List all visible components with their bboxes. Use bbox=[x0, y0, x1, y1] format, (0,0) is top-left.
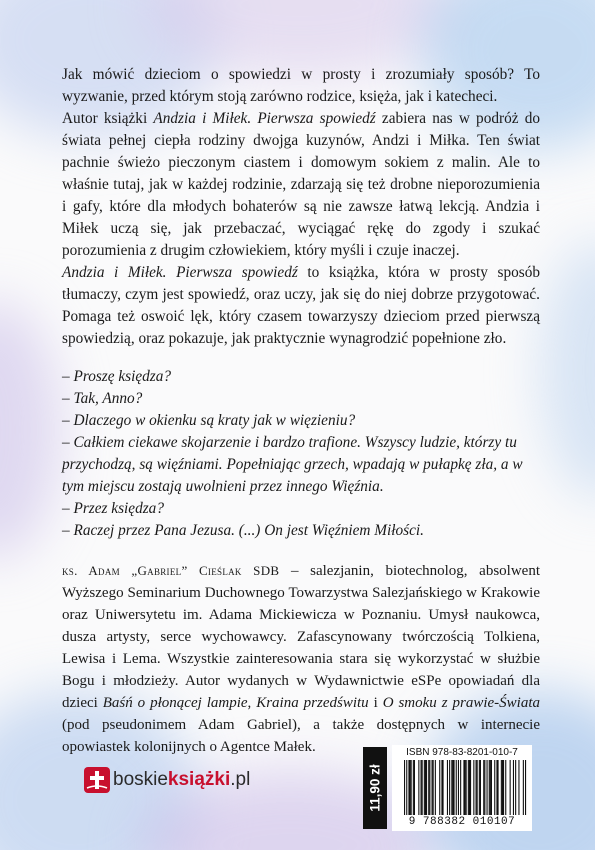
barcode-bar bbox=[441, 760, 442, 815]
watercolor-wash bbox=[0, 300, 60, 560]
barcode-bar bbox=[479, 760, 480, 815]
summary-paragraph bbox=[62, 262, 540, 350]
author-name: ks. Adam „Gabriel” Cieślak SDB bbox=[62, 563, 280, 578]
barcode-bar bbox=[433, 760, 434, 815]
price-tag bbox=[363, 747, 387, 829]
author-bio-text: (pod pseudonimem Adam Gabriel), a także dostępnych w internecie opowiastek kolonijnych o Agentce Małek. bbox=[62, 717, 540, 755]
barcode-bar bbox=[518, 760, 519, 815]
barcode-bar bbox=[413, 760, 414, 815]
barcode-bar bbox=[490, 760, 491, 815]
publisher-logo bbox=[84, 767, 250, 793]
logo-suffix: .pl bbox=[230, 769, 251, 790]
barcode-bar bbox=[501, 760, 502, 815]
barcode-bar bbox=[498, 760, 499, 815]
barcode-bar bbox=[426, 760, 427, 815]
dialog-line: – Tak, Anno? bbox=[62, 390, 143, 407]
price-text: 11,90 zł bbox=[367, 764, 383, 812]
dialog-line: – Przez księdza? bbox=[62, 500, 164, 517]
logo-prefix: boskie bbox=[113, 769, 168, 790]
back-cover-text bbox=[62, 64, 540, 758]
watercolor-wash bbox=[540, 240, 595, 500]
barcode-bar bbox=[451, 760, 452, 815]
barcode-bar bbox=[460, 760, 461, 815]
separator: i bbox=[368, 695, 383, 711]
barcode-bar bbox=[404, 760, 405, 815]
book-cross-icon bbox=[84, 767, 110, 793]
barcode-bar bbox=[424, 760, 425, 815]
barcode-bar bbox=[468, 760, 469, 815]
barcode-bar bbox=[425, 760, 426, 815]
barcode-bar bbox=[503, 760, 504, 815]
work-title: Baśń o płonącej lampie bbox=[102, 695, 248, 711]
book-title: Andzia i Miłek. Pierwsza spowiedź bbox=[62, 264, 298, 281]
barcode-bar bbox=[410, 760, 411, 815]
barcode-bar bbox=[476, 760, 477, 815]
barcode-bar bbox=[505, 760, 506, 815]
barcode-bar bbox=[414, 760, 415, 815]
barcode-bar bbox=[525, 760, 526, 815]
barcode-bar bbox=[470, 760, 471, 815]
barcode-bar bbox=[480, 760, 481, 815]
barcode-bar bbox=[422, 760, 423, 815]
barcode-bar bbox=[458, 760, 459, 815]
dialog-line: – Dlaczego w okienku są kraty jak w więzieniu? bbox=[62, 412, 356, 429]
barcode-bar bbox=[502, 760, 503, 815]
dialog-line: – Raczej przez Pana Jezusa. (...) On jest Więźniem Miłości. bbox=[62, 522, 424, 539]
publisher-name bbox=[113, 769, 250, 791]
barcode-bar bbox=[515, 760, 516, 815]
synopsis-text: zabiera nas w podróż do świata pełnej ciepła rodziny dwojga kuzynów, Andzi i Miłka. Ten świat pachnie świeżo pieczonym ciastem i domowym sokiem z malin. Ale to właśnie tutaj, jak w każdej rodzinie, zdarzają się też drobne nieporozumienia i gafy, które dla młodych bohaterów są nie zawsze łatwą lekcją. Andzia i Miłek uczą się, jak przebaczać, wyciągać rękę do zgody i szukać porozumienia z drugim człowiekiem, który myśli i czuje inaczej. bbox=[62, 110, 541, 259]
barcode-bar bbox=[432, 760, 433, 815]
barcode-bar bbox=[421, 760, 422, 815]
work-title: Kraina przedświtu bbox=[256, 695, 369, 711]
barcode-bar bbox=[491, 760, 492, 815]
barcode-bar bbox=[411, 760, 412, 815]
separator: , bbox=[247, 695, 257, 711]
barcode-bar bbox=[429, 760, 430, 815]
barcode-bar bbox=[428, 760, 429, 815]
barcode-bar bbox=[513, 760, 514, 815]
barcode-bar bbox=[523, 760, 524, 815]
barcode-digits: 9 788382 010107 bbox=[408, 816, 516, 828]
barcode-bar bbox=[473, 760, 474, 815]
barcode-bar bbox=[408, 760, 409, 815]
author-bio-text: – salezjanin, biotechnolog, absolwent Wyższego Seminarium Duchownego Towarzystwa Salezjańskiego w Krakowie oraz Uniwersytetu im. Adama Mickiewicza w Poznaniu. Umysł naukowca, dusza artysty, serce wychowawcy. Zafascynowany twórczością Tolkiena, Lewisa i Lema. Wszystkie zainteresowania stara się wykorzystać w służbie Bogu i młodzieży. Autor wydanych w Wydawnictwie eSPe opowiadań dla dzieci bbox=[62, 563, 541, 711]
barcode-bar bbox=[406, 760, 407, 815]
intro-paragraph: Jak mówić dzieciom o spowiedzi w prosty i zrozumiały sposób? To wyzwanie, przed którym stoją zarówno rodzice, księża, jak i katecheci. bbox=[62, 66, 540, 105]
logo-bold: książki bbox=[167, 769, 231, 790]
book-title: Andzia i Miłek. Pierwsza spowiedź bbox=[153, 110, 376, 127]
barcode-bar bbox=[477, 760, 478, 815]
synopsis-lead: Autor książki bbox=[62, 110, 154, 127]
barcode-bar bbox=[484, 760, 485, 815]
work-title: O smoku z prawie-Świata bbox=[382, 695, 540, 711]
author-bio bbox=[62, 560, 540, 758]
barcode-bar bbox=[443, 760, 444, 815]
barcode-bar bbox=[510, 760, 511, 815]
barcode-bar bbox=[456, 760, 457, 815]
isbn-label: ISBN 978-83-8201-010-7 bbox=[406, 747, 518, 758]
barcode-bar bbox=[466, 760, 467, 815]
barcode-bar bbox=[435, 760, 436, 815]
barcode-bar bbox=[439, 760, 440, 815]
dialog-line: – Proszę księdza? bbox=[62, 368, 172, 385]
barcode-bar bbox=[494, 760, 495, 815]
barcode-bar bbox=[452, 760, 453, 815]
barcode-bar bbox=[454, 760, 455, 815]
dialog-line: – Całkiem ciekawe skojarzenie i bardzo trafione. Wszyscy ludzie, którzy tu przychodzą, są więźniami. Popełniając grzech, wpadają w pułapkę zła, a w tym miejscu zostają uwolnieni przez innego Więźnia. bbox=[62, 434, 523, 495]
synopsis-paragraph bbox=[62, 108, 540, 262]
barcode-bar bbox=[447, 760, 448, 815]
barcode-bar bbox=[489, 760, 490, 815]
isbn-barcode bbox=[392, 745, 532, 831]
summary-text: to książka, która w prosty sposób tłumaczy, czym jest spowiedź, oraz uczy, jak się do niej dobrze przygotować. Pomaga też oswoić lęk, który czasem towarzyszy dzieciom przed pierwszą spowiedzią, oraz pokazuje, jak praktycznie wynagrodzić popełnione zło. bbox=[62, 264, 540, 347]
barcode-bar bbox=[469, 760, 470, 815]
barcode-bar bbox=[449, 760, 450, 815]
barcode-bar bbox=[463, 760, 464, 815]
barcode-bar bbox=[483, 760, 484, 815]
barcode-bar bbox=[496, 760, 497, 815]
dialog-excerpt bbox=[62, 366, 540, 542]
barcode-bar bbox=[465, 760, 466, 815]
barcode-bar bbox=[487, 760, 488, 815]
barcode-bar bbox=[418, 760, 419, 815]
